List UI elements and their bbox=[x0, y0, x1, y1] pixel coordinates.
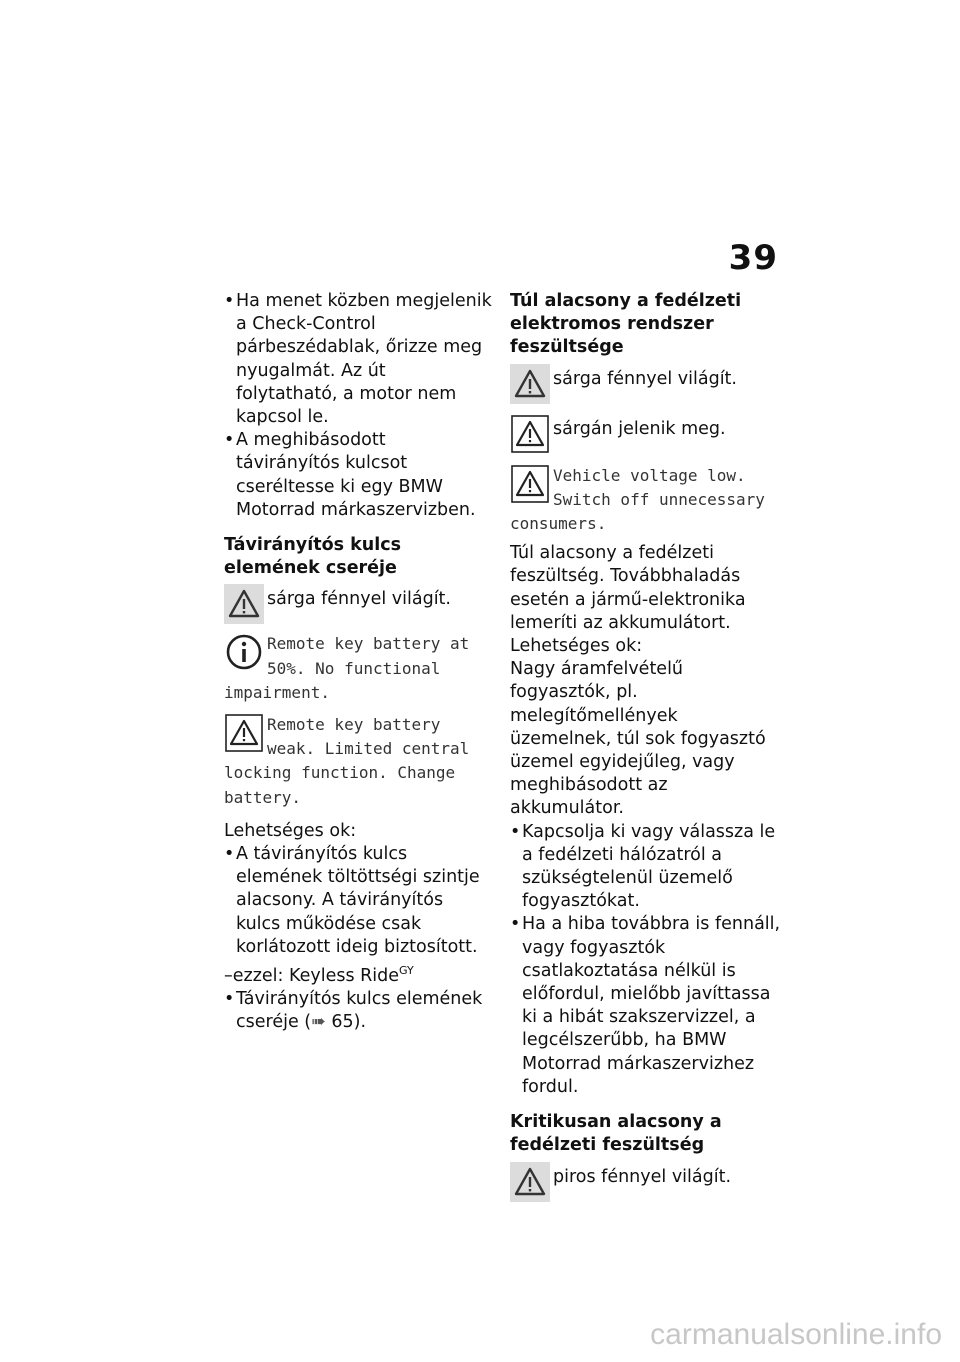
warning-triangle-outline-icon bbox=[510, 414, 550, 454]
list-item: • Ha menet közben megjelenik a Check-Control párbeszédablak, őrizze meg nyugalmát. Az út folytatható, a motor nem kapcsol le. bbox=[224, 290, 492, 429]
indicator-row bbox=[510, 1162, 782, 1202]
indicator-text: sárga fénnyel világít. bbox=[553, 368, 737, 389]
with-condition: –ezzel: Keyless Ride$^{GY}$ bbox=[224, 964, 414, 986]
list-item: • Kapcsolja ki vagy válassza le a fedélzeti hálózatról a szükségtelenül üzemelő fogyasztókat. bbox=[510, 821, 782, 914]
section-heading: Kritikusan alacsony a fedélzeti feszültség bbox=[510, 1112, 722, 1156]
watermark: carmanualsonline.info bbox=[650, 1318, 942, 1351]
indicator-row bbox=[224, 584, 492, 624]
list-item: • A meghibásodott távirányítós kulcsot cseréltesse ki egy BMW Motorrad márkaszervizben. bbox=[224, 429, 492, 522]
indicator-row bbox=[510, 364, 782, 404]
indicator-row bbox=[510, 414, 782, 454]
message-text: Vehicle voltage low. Switch off unnecessary consumers. bbox=[510, 465, 765, 534]
message-block bbox=[224, 713, 492, 810]
left-column bbox=[224, 290, 492, 1035]
list-item: • Távirányítós kulcs elemének cseréje (➠ 65). bbox=[224, 988, 492, 1034]
section-heading: Távirányítós kulcs elemének cseréje bbox=[224, 535, 401, 579]
paragraph: Nagy áramfelvételű fogyasztók, pl. melegítőmellények üzemelnek, túl sok fogyasztó üzemel egyidejűleg, vagy meghibásodott az akkumulátor. bbox=[510, 659, 766, 819]
section-heading: Túl alacsony a fedélzeti elektromos rendszer feszültsége bbox=[510, 291, 742, 358]
warning-triangle-icon bbox=[224, 584, 264, 624]
message-block bbox=[510, 464, 782, 537]
list-item: • Ha a hiba továbbra is fennáll, vagy fogyasztók csatlakoztatása nélkül is előfordul, mielőbb javíttassa ki a hibát szakszervizzel, a legcélszerűbb, ha BMW Motorrad márkaszervizhez fordul. bbox=[510, 913, 782, 1099]
warning-triangle-icon bbox=[510, 364, 550, 404]
message-text: Remote key battery at 50%. No functional impairment. bbox=[224, 634, 470, 702]
right-column bbox=[510, 290, 782, 1202]
warning-triangle-outline-icon bbox=[510, 464, 550, 504]
paragraph: Túl alacsony a fedélzeti feszültség. Továbbhaladás esetén a jármű-elektronika lemeríti az akkumulátort. bbox=[510, 543, 746, 633]
message-block bbox=[224, 632, 492, 705]
indicator-text: piros fénnyel világít. bbox=[553, 1166, 732, 1187]
warning-triangle-icon bbox=[510, 1162, 550, 1202]
warning-triangle-outline-icon bbox=[224, 713, 264, 753]
indicator-text: sárga fénnyel világít. bbox=[267, 589, 451, 610]
message-text: Remote key battery weak. Limited central locking function. Change battery. bbox=[224, 715, 470, 807]
page-number: 39 bbox=[728, 238, 778, 278]
arrow-right-icon: ➠ bbox=[311, 1012, 326, 1033]
list-item: • A távirányítós kulcs elemének töltöttségi szintje alacsony. A távirányítós kulcs működése csak korlátozott ideig biztosított. bbox=[224, 843, 492, 959]
info-icon bbox=[224, 632, 264, 672]
indicator-text: sárgán jelenik meg. bbox=[553, 418, 726, 439]
possible-cause-label: Lehetséges ok: bbox=[510, 636, 643, 657]
possible-cause-label: Lehetséges ok: bbox=[224, 820, 357, 841]
